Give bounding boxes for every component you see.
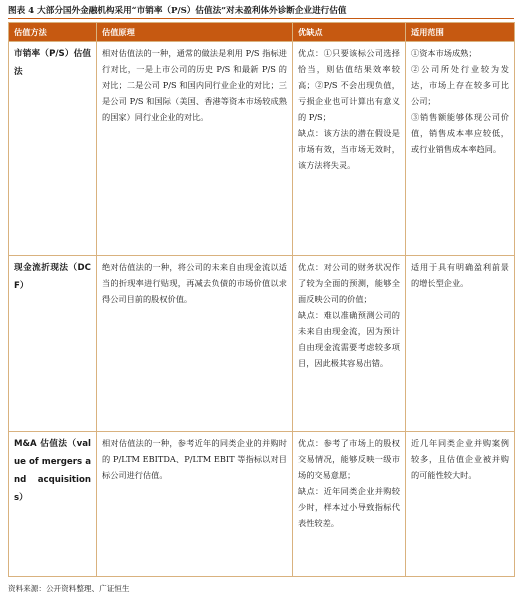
scope-item: ②公司所处行业较为发达，市场上存在较多可比公司；	[411, 64, 509, 106]
scope-item: ③销售额能够体现公司价值，销售成本率应较低，或行业销售成本率趋同。	[411, 112, 509, 154]
header-method: 估值方法	[9, 23, 97, 42]
cons-text: 缺点：近年同类企业并购较少时，样本过小导致指标代表性较差。	[298, 486, 400, 528]
pros-cons-cell	[293, 432, 406, 577]
scope-cell	[406, 432, 515, 577]
method-cell: M&A 估值法（value of mergers and acquisitions）	[9, 432, 97, 577]
table-row	[9, 432, 515, 577]
principle-cell: 绝对估值法的一种，将公司的未来自由现金流以适当的折现率进行贴现，再减去负债的市场价值以求得公司目前的股权价值。	[97, 256, 293, 432]
figure-title: 图表 4 大部分国外金融机构采用“市销率（P/S）估值法”对未盈利体外诊断企业进行估值	[8, 3, 514, 19]
header-pros-cons: 优缺点	[293, 23, 406, 42]
pros-text: 优点：对公司的财务状况作了较为全面的预测，能够全面反映公司的价值；	[298, 262, 400, 304]
method-cell: 市销率（P/S）估值法	[9, 42, 97, 256]
scope-item: 适用于具有明确盈利前景的增长型企业。	[411, 262, 509, 288]
valuation-table	[8, 22, 515, 577]
pros-cons-cell	[293, 42, 406, 256]
scope-cell	[406, 256, 515, 432]
method-cell: 现金流折现法（DCF）	[9, 256, 97, 432]
header-scope: 适用范围	[406, 23, 515, 42]
table-row	[9, 42, 515, 256]
source-note: 资料来源：公开资料整理、广证恒生	[8, 584, 130, 593]
scope-cell	[406, 42, 515, 256]
scope-item: ①资本市场成熟；	[411, 48, 477, 58]
header-row	[9, 23, 515, 42]
cons-text: 缺点：难以准确预测公司的未来自由现金流，因为预计自由现金流需要考虑较多项目，因此极其容易出错。	[298, 310, 400, 368]
principle-cell: 相对估值法的一种，通常的做法是利用 P/S 指标进行对比，一是上市公司的历史 P/S 和最新 P/S 的对比；二是公司 P/S 和国内同行业企业的对比；三是公司 P/S 和国际（美国、香港等资本市场较成熟的国家）同行业企业的对比。	[97, 42, 293, 256]
cons-text: 缺点：该方法的潜在假设是市场有效，当市场无效时，该方法将失灵。	[298, 128, 400, 170]
principle-cell: 相对估值法的一种，参考近年的同类企业的并购时的 P/LTM EBITDA、P/LTM EBIT 等指标以对目标公司进行估值。	[97, 432, 293, 577]
table-row	[9, 256, 515, 432]
pros-text: 优点：①只要该标公司选择恰当，则估值结果效率较高；②P/S 不会出现负值，亏损企业也可计算出有意义的 P/S；	[298, 48, 400, 122]
pros-cons-cell	[293, 256, 406, 432]
pros-text: 优点：参考了市场上的股权交易情况，能够反映一级市场的交易意愿；	[298, 438, 400, 480]
scope-item: 近几年同类企业并购案例较多，且估值企业被并购的可能性较大时。	[411, 438, 509, 480]
header-principle: 估值原理	[97, 23, 293, 42]
